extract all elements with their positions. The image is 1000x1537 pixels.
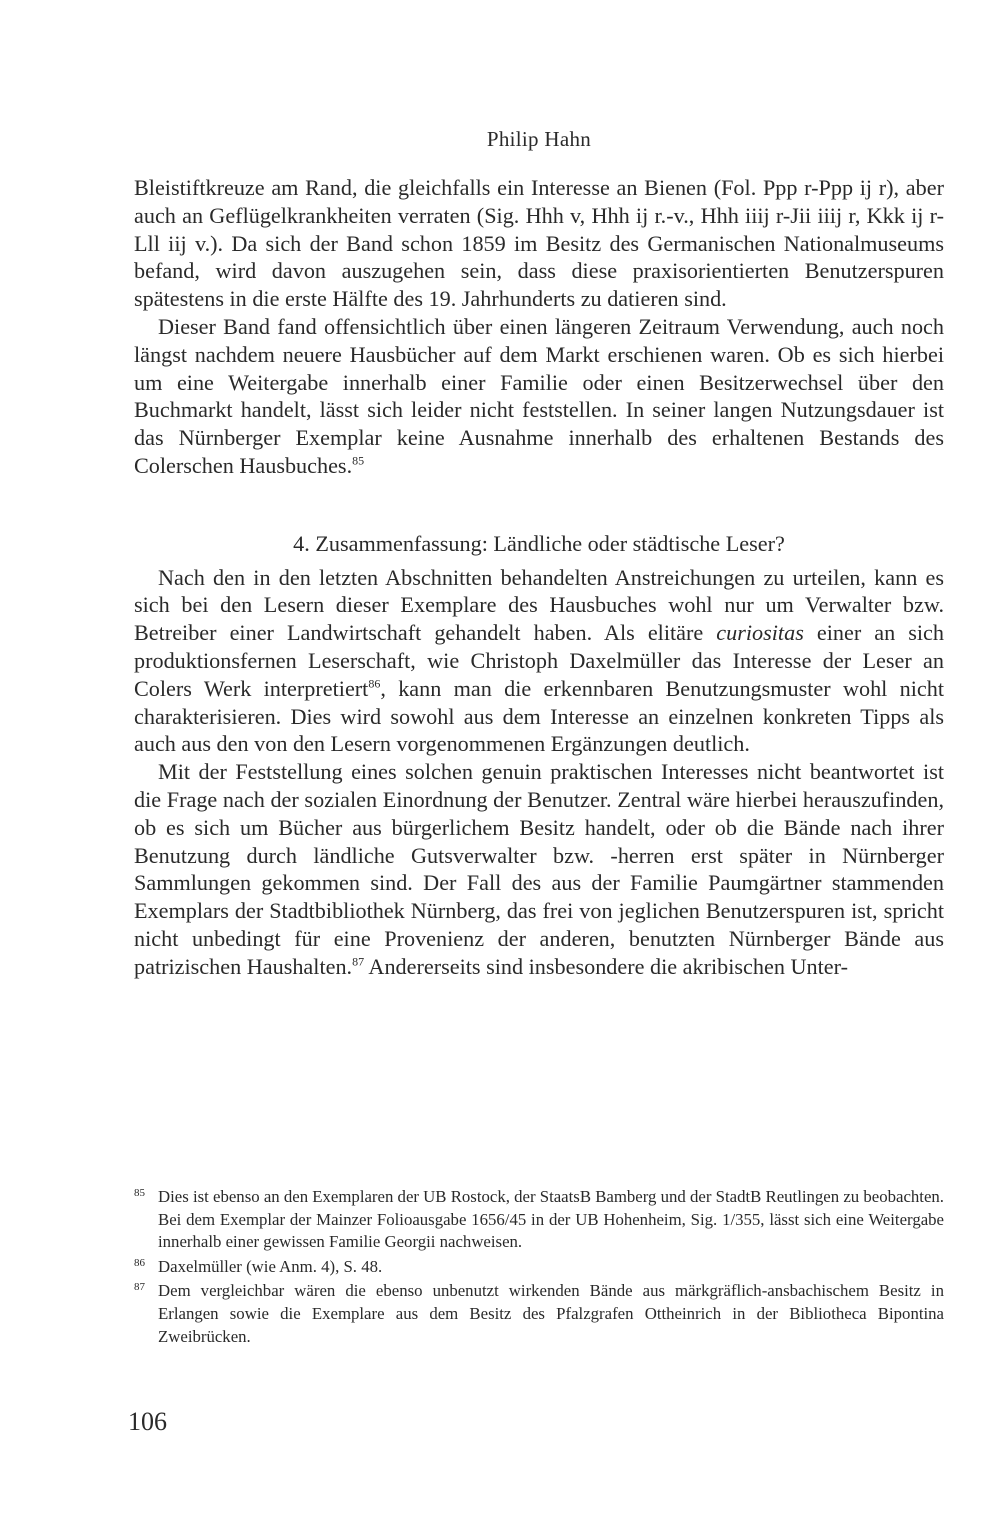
- paragraph-continuation: Bleistiftkreuze am Rand, die gleichfalls ein Interesse an Bienen (Fol. Ppp r-Ppp ij r), aber auch an Geflügelkrankheiten verraten (Sig. Hhh v, Hhh ij r.-v., Hhh iiij r-Jii iiij r, Kkk ij r-Lll iij v.). Da sich der Band schon 1859 im Besitz des Germanischen Nationalmuseums befand, wird davon auszugehen sein, dass diese praxisorientierten Benutzerspuren spätestens in die erste Hälfte des 19. Jahrhunderts zu datieren sind.: [134, 175, 944, 312]
- book-page: [128, 0, 944, 1537]
- footnote-number: 85: [134, 1187, 145, 1199]
- running-head: Philip Hahn: [486, 127, 592, 151]
- footnote-ref-87[interactable]: 87: [352, 954, 365, 969]
- section-heading: 4. Zusammenfassung: Ländliche oder städtische Leser?: [293, 530, 785, 556]
- body-text: [134, 174, 944, 981]
- footnote-number: 86: [134, 1256, 145, 1269]
- footnote-ref-85[interactable]: 85: [352, 453, 365, 468]
- paragraph: Dieser Band fand offensichtlich über einen längeren Zeitraum Verwendung, auch noch längst nachdem neuere Hausbücher auf dem Markt erschienen waren. Ob es sich hierbei um eine Weitergabe innerhalb einer Familie oder einen Besitzerwechsel über den Buchmarkt handelt, lässt sich leider nicht feststellen. In seiner langen Nutzungsdauer ist das Nürnberger Exemplar keine Ausnahme innerhalb des erhaltenen Bestands des Colerschen Hausbuches.$^{85}$: [134, 313, 944, 478]
- footnote-number: 87: [134, 1281, 145, 1294]
- footnote-text: Daxelmüller (wie Anm. 4), S. 48.: [158, 1256, 383, 1276]
- footnote-ref-86[interactable]: 86: [368, 676, 381, 691]
- footnotes: [134, 1186, 944, 1350]
- footnote: [134, 1280, 944, 1348]
- page-number: 106: [128, 1407, 167, 1436]
- footnote-text: Dies ist ebenso an den Exemplaren der UB Rostock, der StaatsB Bamberg und der StadtB Reutlingen zu beobachten. Bei dem Exemplar der Mainzer Folioausgabe 1656/45 in der UB Hohenheim, Sig. 1/355, lässt sich eine Weitergabe innerhalb einer gewissen Familie Georgii nachweisen.: [158, 1187, 944, 1252]
- footnote: [134, 1256, 944, 1279]
- paragraph: Nach den in den letzten Abschnitten behandelten Anstreichungen zu urteilen, kann es sich bei den Lesern dieser Exemplare des Hausbuches wohl nur um Verwalter bzw. Betreiber einer Landwirtschaft gehandelt haben. Als elitäre curiositas einer an sich produktionsfernen Leserschaft, wie Christoph Daxelmüller das Interesse der Leser an Colers Werk interpretiert$^{86}$, kann man die erkennbaren Benutzungsmuster wohl nicht charakterisieren. Dies wird sowohl aus dem Interesse an einzelnen konkreten Tipps als auch aus den von den Lesern vorgenommenen Ergänzungen deutlich.: [134, 564, 944, 757]
- footnote-text: Dem vergleichbar wären die ebenso unbenutzt wirkenden Bände aus märkgräflich-ansbachischem Besitz in Erlangen sowie die Exemplare aus dem Besitz des Pfalzgrafen Ottheinrich in der Bibliotheca Bipontina Zweibrücken.: [158, 1281, 944, 1346]
- italic-term: curiositas: [716, 620, 804, 646]
- footnote: [134, 1186, 944, 1254]
- paragraph: Mit der Feststellung eines solchen genuin praktischen Interesses nicht beantwortet ist die Frage nach der sozialen Einordnung der Benutzer. Zentral wäre hierbei herauszufinden, ob es sich um Bücher aus bürgerlichem Besitz handelt, oder ob die Bände nach ihrer Benutzung durch ländliche Gutsverwalter bzw. -herren erst später in Nürnberger Sammlungen gekommen sind. Der Fall des aus der Familie Paumgärtner stammenden Exemplars der Stadtbibliothek Nürnberg, das frei von jeglichen Benutzerspuren ist, spricht nicht unbedingt für eine Provenienz der anderen, benutzten Nürnberger Bände aus patrizischen Haushalten.$^{87}$ Andererseits sind insbesondere die akribischen Unter-: [134, 759, 944, 979]
